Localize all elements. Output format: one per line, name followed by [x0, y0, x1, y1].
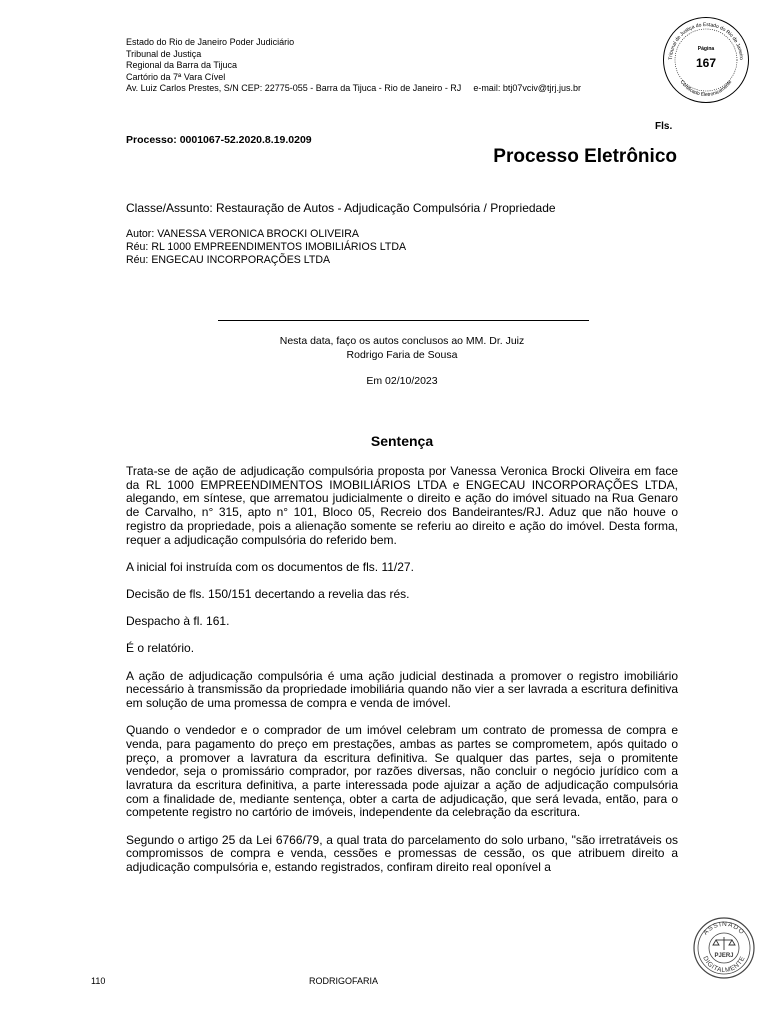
paragraph: É o relatório.	[126, 641, 195, 656]
footer-signer: RODRIGOFARIA	[309, 976, 379, 986]
party-defendant-2: Réu: ENGECAU INCORPORAÇÕES LTDA	[126, 254, 331, 266]
seal-page-number: 167	[695, 56, 717, 70]
paragraph: Decisão de fls. 150/151 decertando a revelia das rés.	[126, 586, 410, 601]
header-line-registry: Cartório da 7ª Vara Cível	[126, 71, 226, 82]
signature-divider	[218, 320, 589, 321]
paragraph: A inicial foi instruída com os documentos de fls. 11/27.	[126, 559, 414, 574]
conclusion-date: Em 02/10/2023	[366, 375, 438, 387]
seal-page-label: Página	[697, 46, 715, 52]
conclusion-line: Nesta data, faço os autos conclusos ao MM. Dr. Juiz	[279, 335, 525, 347]
page-seal	[662, 16, 750, 104]
stamp-bottom-text: DIGITALMENTE	[701, 955, 747, 975]
header-line-regional: Regional da Barra da Tijuca	[126, 60, 238, 71]
seal-top-text: Tribunal de Justiça do Estado do Rio de Janeiro	[667, 21, 745, 61]
footer-page-code: 110	[91, 976, 106, 986]
sentence-body	[126, 465, 678, 888]
paragraph: Despacho à fl. 161.	[126, 614, 230, 629]
stamp-center-text: PJERJ	[714, 953, 734, 959]
fls-label: Fls.	[655, 121, 673, 132]
header-email: e-mail: btj07vciv@tjrj.jus.br	[473, 83, 581, 94]
conclusion-note	[126, 335, 678, 362]
header-address-line	[126, 83, 581, 95]
stamp-top-text: ASSINADO	[702, 920, 746, 937]
paragraph: Segundo o artigo 25 da Lei 6766/79, a qual trata do parcelamento do solo urbano, "são irretratáveis os compromissos de compra e venda, cessões e promessas de cessão, os que atribuem direito a adjudicação compulsória e, estando registrados, confiram direito real oponível a	[126, 832, 678, 874]
paragraph: Quando o vendedor e o comprador de um imóvel celebram um contrato de promessa de compra e venda, para pagamento do preço em prestações, ambas as partes se comprometem, após quitado o preço, a promover a lavratura da escritura definitiva. Se qualquer das partes, seja o promitente vendedor, seja o promissário comprador, por razões diversas, não concluir o negócio jurídico com a lavratura da escritura definitiva, a parte interessada pode ajuizar a ação de adjudicação compulsória com a finalidade de, mediante sentença, obter a carta de adjudicação, que será levada, então, para o competente registro no cartório de imóveis, independente da celebração da escritura.	[126, 723, 678, 820]
page-title: Processo Eletrônico	[493, 146, 677, 167]
judge-name: Rodrigo Faria de Sousa	[346, 348, 458, 361]
party-plaintiff: Autor: VANESSA VERONICA BROCKI OLIVEIRA	[126, 228, 359, 240]
case-class-subject: Classe/Assunto: Restauração de Autos - Adjudicação Compulsória / Propriedade	[126, 201, 556, 215]
process-number: Processo: 0001067-52.2020.8.19.0209	[126, 134, 312, 146]
seal-bottom-text: Certificado Eletronicamente	[678, 79, 734, 99]
party-defendant-1: Réu: RL 1000 EMPREENDIMENTOS IMOBILIÁRIOS LTDA	[126, 241, 407, 253]
parties-list	[126, 228, 406, 267]
header-address: Av. Luiz Carlos Prestes, S/N CEP: 22775-055 - Barra da Tijuca - Rio de Janeiro - RJ	[126, 83, 462, 94]
header-line-court: Tribunal de Justiça	[126, 48, 202, 59]
digital-signature-stamp-icon	[693, 917, 755, 979]
paragraph: A ação de adjudicação compulsória é uma ação judicial destinada a promover o registro imobiliário necessário à transmissão da propriedade imobiliária quando não vier a ser lavrada a escritura definitiva em solução de uma promessa de compra e venda de imóvel.	[126, 668, 678, 710]
sentence-heading: Sentença	[370, 433, 434, 449]
court-header	[126, 37, 581, 95]
paragraph: Trata-se de ação de adjudicação compulsória proposta por Vanessa Veronica Brocki Oliveira em face da RL 1000 EMPREENDIMENTOS IMOBILIÁRIOS LTDA e ENGECAU INCORPORAÇÕES LTDA, alegando, em síntese, que arrematou judicialmente o direito e ação do imóvel situado na Rua Genaro de Carvalho, n° 315, apto n° 101, Bloco 05, Recreio dos Bandeirantes/RJ. Aduz que não houve o registro da propriedade, pois a alienação somente se referiu ao direito e ação do imóvel. Desta forma, requer a adjudicação compulsória do referido bem.	[126, 464, 678, 547]
header-line-state: Estado do Rio de Janeiro Poder Judiciário	[126, 37, 295, 47]
